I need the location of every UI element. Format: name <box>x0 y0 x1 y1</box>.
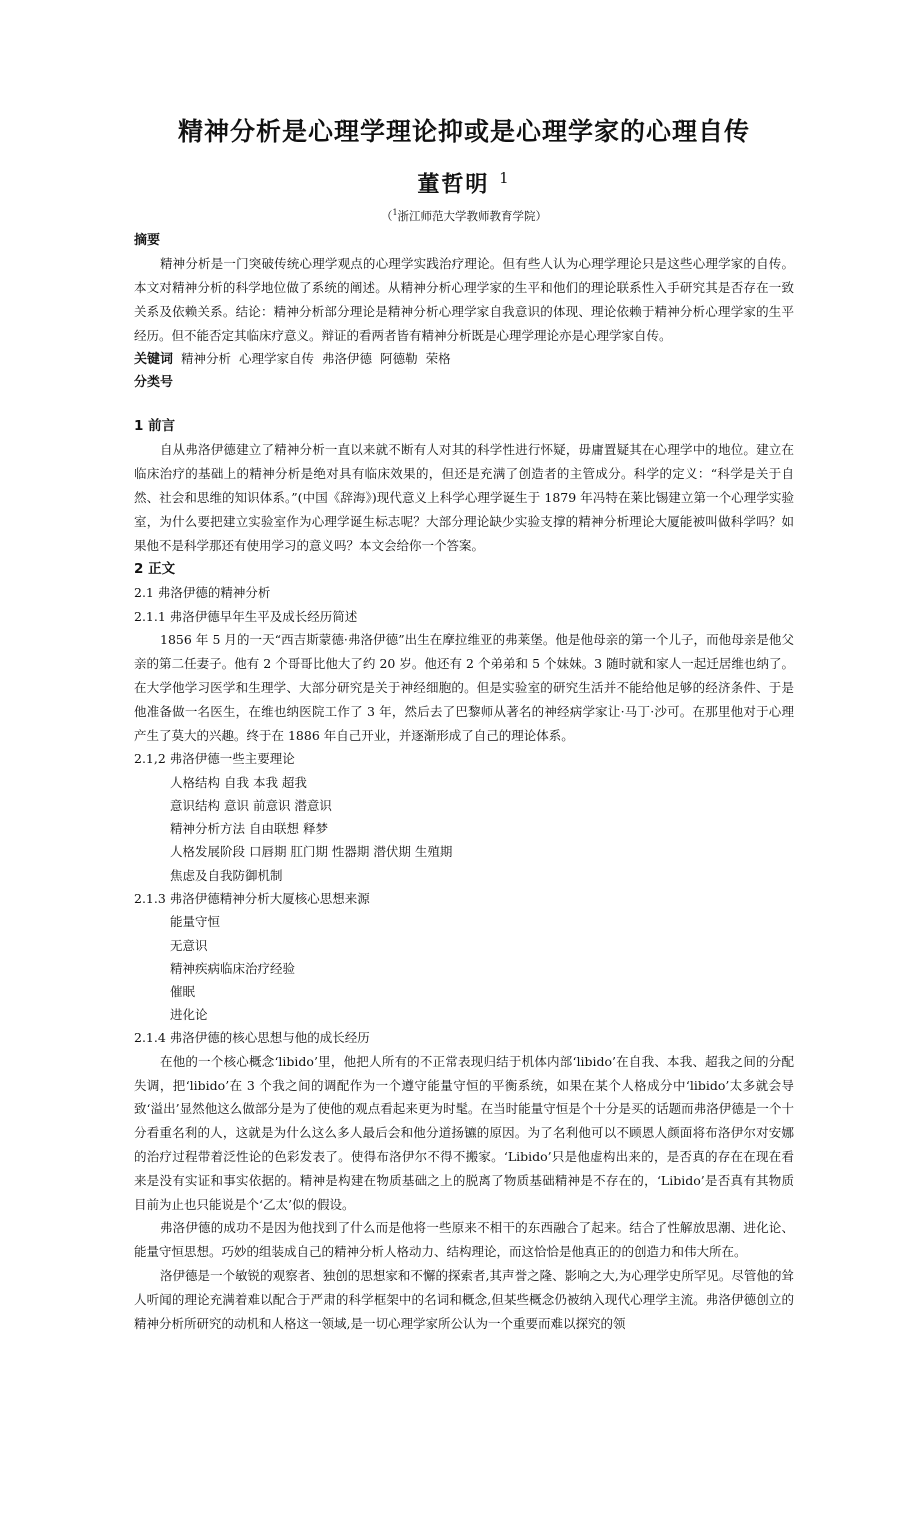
keyword: 弗洛伊德 <box>322 351 373 367</box>
keywords-row <box>134 347 794 371</box>
subsection-heading: 2.1 弗洛伊德的精神分析 <box>134 585 271 601</box>
keyword: 心理学家自传 <box>239 351 315 367</box>
list-item: 人格结构 自我 本我 超我 <box>170 774 307 790</box>
section-heading-intro: 1 前言 <box>134 418 176 435</box>
keywords-label: 关键词 <box>134 352 174 368</box>
subsection-heading: 2.1.4 弗洛伊德的核心思想与他的成长经历 <box>134 1030 370 1046</box>
list-item: 进化论 <box>170 1007 208 1023</box>
list-item: 精神分析方法 自由联想 释梦 <box>170 821 328 837</box>
keyword: 荣格 <box>425 351 451 367</box>
body-paragraph: 洛伊德是一个敏锐的观察者、独创的思想家和不懈的探索者,其声誉之隆、影响之大,为心理学史所罕见。尽管他的耸人听闻的理论充满着难以配合于严肃的科学框架中的名词和概念,但某些概念仍被纳入现代心理学主流。弗洛伊德创立的精神分析所研究的动机和人格这一领域,是一切心理学家所公认为一个重要而难以探究的领 <box>134 1268 794 1331</box>
list-item: 能量守恒 <box>170 914 221 930</box>
affiliation-superscript: 1 <box>392 208 398 218</box>
keyword: 精神分析 <box>181 351 232 367</box>
keyword: 阿德勒 <box>380 351 418 367</box>
section-heading-body: 2 正文 <box>134 561 176 578</box>
paper-title: 精神分析是心理学理论抑或是心理学家的心理自传 <box>177 117 750 146</box>
classification-label: 分类号 <box>134 375 174 391</box>
affiliation: （$^1$浙江师范大学教师教育学院） <box>380 208 548 224</box>
subsection-heading: 2.1.3 弗洛伊德精神分析大厦核心思想来源 <box>134 890 370 906</box>
document-content <box>134 112 794 1335</box>
list-item: 焦虑及自我防御机制 <box>170 867 283 883</box>
list-item: 人格发展阶段 口唇期 肛门期 性器期 潜伏期 生殖期 <box>170 844 453 860</box>
body-paragraph: 在他的一个核心概念‘libido’里，他把人所有的不正常表现归结于机体内部‘libido’在自我、本我、超我之间的分配失调，把‘libido’在 3 个我之间的调配作为一个遵守能量守恒的平衡系统，如果在某个人格成分中‘libido’太多就会导致‘溢出’显然他这么做部分是为了使他的观点看起来更为时髦。在当时能量守恒是个十分是买的话题而弗洛伊德是一个十分看重名利的人，这就是为什么这么多人最后会和他分道扬镳的原因。为了名利他可以不顾恩人颜面将布洛伊尔对安娜的治疗过程带着泛性论的色彩发表了。使得布洛伊尔不得不搬家。‘Libido’只是他虚构出来的，是否真的存在在现在看来是没有实证和事实依据的。精神是构建在物质基础之上的脱离了物质基础精神是不存在的，‘Libido’是否真有其物质目前为止也只能说是个‘乙太’似的假设。 <box>134 1053 794 1212</box>
list-item: 意识结构 意识 前意识 潜意识 <box>170 798 332 814</box>
list-item: 精神疾病临床治疗经验 <box>170 960 296 976</box>
spacer <box>134 394 794 414</box>
subsection-heading: 2.1,2 弗洛伊德一些主要理论 <box>134 751 295 767</box>
author-name: 董哲明 <box>417 171 490 198</box>
abstract-text: 精神分析是一门突破传统心理学观点的心理学实践治疗理论。但有些人认为心理学理论只是这些心理学家的自传。本文对精神分析的科学地位做了系统的阐述。从精神分析心理学家的生平和他们的理论联系性入手研究其是否存在一致关系及依赖关系。结论：精神分析部分理论是精神分析心理学家自我意识的体现、理论依赖于精神分析心理学家的生平经历。但不能否定其临床疗意义。辩证的看两者皆有精神分析既是心理学理论亦是心理学家自传。 <box>134 256 794 343</box>
affiliation-text: 浙江师范大学教师教育学院 <box>397 209 536 224</box>
subsection-heading: 2.1.1 弗洛伊德早年生平及成长经历简述 <box>134 608 358 624</box>
author-line <box>134 160 794 202</box>
list-item: 催眠 <box>170 983 196 999</box>
list-item: 无意识 <box>170 937 208 953</box>
biography-paragraph: 1856 年 5 月的一天“西吉斯蒙德·弗洛伊德”出生在摩拉维亚的弗莱堡。他是他母亲的第一个儿子，而他母亲是他父亲的第二任妻子。他有 2 个哥哥比他大了约 20 岁。他还有 2 个弟弟和 5 个妹妹。3 随时就和家人一起迁居维也纳了。在大学他学习医学和生理学、大部分研究是关于神经细胞的。但是实验室的研究生活并不能给他足够的经济条件、于是他准备做一名医生，在维也纳医院工作了 3 年，然后去了巴黎师从著名的神经病学家让·马丁·沙可。在那里他对于心理产生了莫大的兴趣。终于在 1886 年自己开业，并逐渐形成了自己的理论体系。 <box>134 632 794 743</box>
author-superscript: 1 <box>499 169 511 187</box>
intro-paragraph: 自从弗洛伊德建立了精神分析一直以来就不断有人对其的科学性进行怀疑，毋庸置疑其在心理学中的地位。建立在临床治疗的基础上的精神分析是绝对具有临床效果的，但还是充满了创造者的主管成分。科学的定义：“科学是关于自然、社会和思维的知识体系。”(中国《辞海》)现代意义上科学心理学诞生于 1879 年冯特在莱比锡建立第一个心理学实验室，为什么要把建立实验室作为心理学诞生标志呢？大部分理论缺少实验支撑的精神分析理论大厦能被叫做科学吗？如果他不是科学那还有使用学习的意义吗？本文会给你一个答案。 <box>134 442 794 553</box>
abstract-label: 摘要 <box>134 233 161 249</box>
body-paragraph: 弗洛伊德的成功不是因为他找到了什么而是他将一些原来不相干的东西融合了起来。结合了性解放思潮、进化论、能量守恒思想。巧妙的组装成自己的精神分析人格动力、结构理论，而这恰恰是他真正的的创造力和伟大所在。 <box>134 1220 794 1260</box>
